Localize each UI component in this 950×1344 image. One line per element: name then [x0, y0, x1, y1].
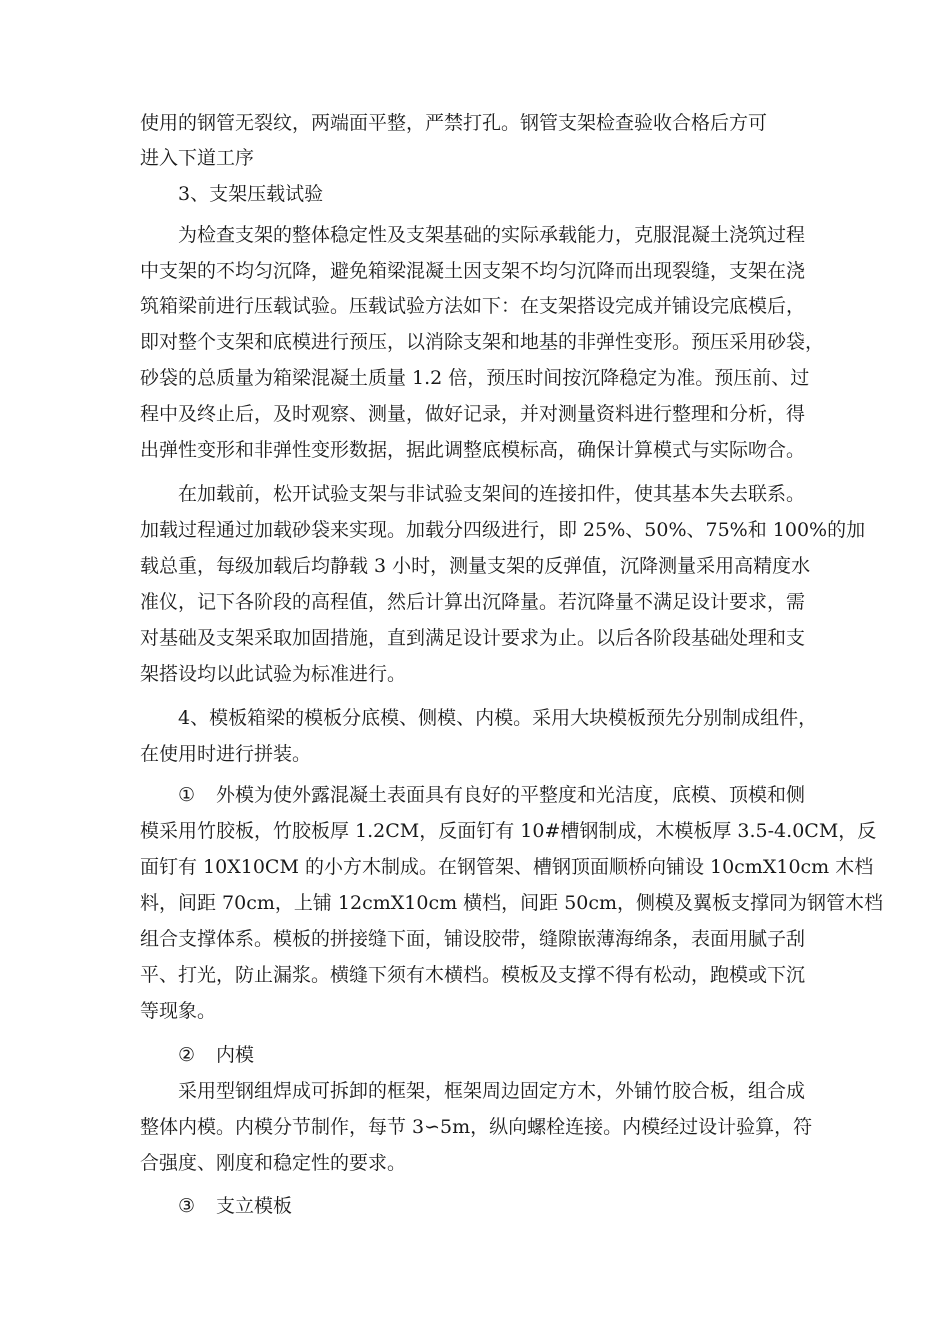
paragraph-line: 载总重，每级加载后均静载 3 小时，测量支架的反弹值，沉降测量采用高精度水: [140, 555, 811, 577]
paragraph-line: 准仪，记下各阶段的高程值，然后计算出沉降量。若沉降量不满足设计要求，需: [140, 591, 806, 613]
paragraph-line: 采用型钢组焊成可拆卸的框架，框架周边固定方木，外铺竹胶合板，组合成: [178, 1080, 806, 1102]
paragraph-line: 外模为使外露混凝土表面具有良好的平整度和光洁度，底模、顶模和侧: [216, 784, 806, 806]
paragraph-line: 内模: [216, 1044, 255, 1066]
paragraph-line: 程中及终止后，及时观察、测量，做好记录，并对测量资料进行整理和分析，得: [140, 403, 806, 425]
paragraph-line: 组合支撑体系。模板的拼接缝下面，铺设胶带，缝隙嵌薄海绵条，表面用腻子刮: [140, 928, 806, 950]
paragraph-line: 平、打光，防止漏浆。横缝下须有木横档。模板及支撑不得有松动，跑模或下沉: [140, 964, 806, 986]
paragraph-line: 在加载前，松开试验支架与非试验支架间的连接扣件，使其基本失去联系。: [178, 483, 806, 505]
paragraph-line: 模采用竹胶板，竹胶板厚 1.2CM，反面钉有 10#槽钢制成，木模板厚 3.5-4.0CM，反: [140, 820, 877, 842]
paragraph-line: 砂袋的总质量为箱梁混凝土质量 1.2 倍，预压时间按沉降稳定为准。预压前、过: [140, 367, 810, 389]
paragraph-line: 加载过程通过加载砂袋来实现。加载分四级进行，即 25%、50%、75%和 100%的加: [140, 519, 866, 541]
list-item-erect-formwork: [178, 1191, 292, 1221]
paragraph-line: 即对整个支架和底模进行预压，以消除支架和地基的非弹性变形。预压采用砂袋，: [140, 331, 825, 353]
paragraph-line: 使用的钢管无裂纹，两端面平整，严禁打孔。钢管支架检查验收合格后方可: [140, 112, 768, 134]
paragraph-line: 支立模板: [216, 1195, 293, 1217]
paragraph-line: 中支架的不均匀沉降，避免箱梁混凝土因支架不均匀沉降而出现裂缝，支架在浇: [140, 260, 806, 282]
paragraph-line: 在使用时进行拼装。: [140, 743, 312, 765]
section-heading: 3、支架压载试验: [178, 183, 324, 205]
item-marker: ①: [178, 784, 196, 806]
paragraph-line: 对基础及支架采取加固措施，直到满足设计要求为止。以后各阶段基础处理和支: [140, 627, 806, 649]
paragraph-line: 等现象。: [140, 1000, 217, 1022]
paragraph-line: 料，间距 70cm，上铺 12cmX10cm 横档，间距 50cm，侧模及翼板支撑同为钢管木档: [140, 892, 884, 914]
paragraph-line: 进入下道工序: [140, 147, 255, 169]
paragraph-line: 出弹性变形和非弹性变形数据，据此调整底模标高，确保计算模式与实际吻合。: [140, 439, 806, 461]
list-item-outer-mold: [178, 780, 805, 810]
paragraph-line: 合强度、刚度和稳定性的要求。: [140, 1152, 407, 1174]
paragraph-line: 整体内模。内模分节制作，每节 3∽5m，纵向螺栓连接。内模经过设计验算，符: [140, 1116, 813, 1138]
paragraph-line: 筑箱梁前进行压载试验。压载试验方法如下：在支架搭设完成并铺设完底模后，: [140, 295, 806, 317]
item-marker: ③: [178, 1195, 196, 1217]
list-item-inner-mold: [178, 1040, 254, 1070]
paragraph-line: 架搭设均以此试验为标准进行。: [140, 663, 407, 685]
section-heading: 4、模板箱梁的模板分底模、侧模、内模。采用大块模板预先分别制成组件，: [178, 707, 818, 729]
item-marker: ②: [178, 1044, 196, 1066]
paragraph-line: 面钉有 10X10CM 的小方木制成。在钢管架、槽钢顶面顺桥向铺设 10cmX10cm 木档: [140, 856, 874, 878]
paragraph-line: 为检查支架的整体稳定性及支架基础的实际承载能力，克服混凝土浇筑过程: [178, 224, 806, 246]
